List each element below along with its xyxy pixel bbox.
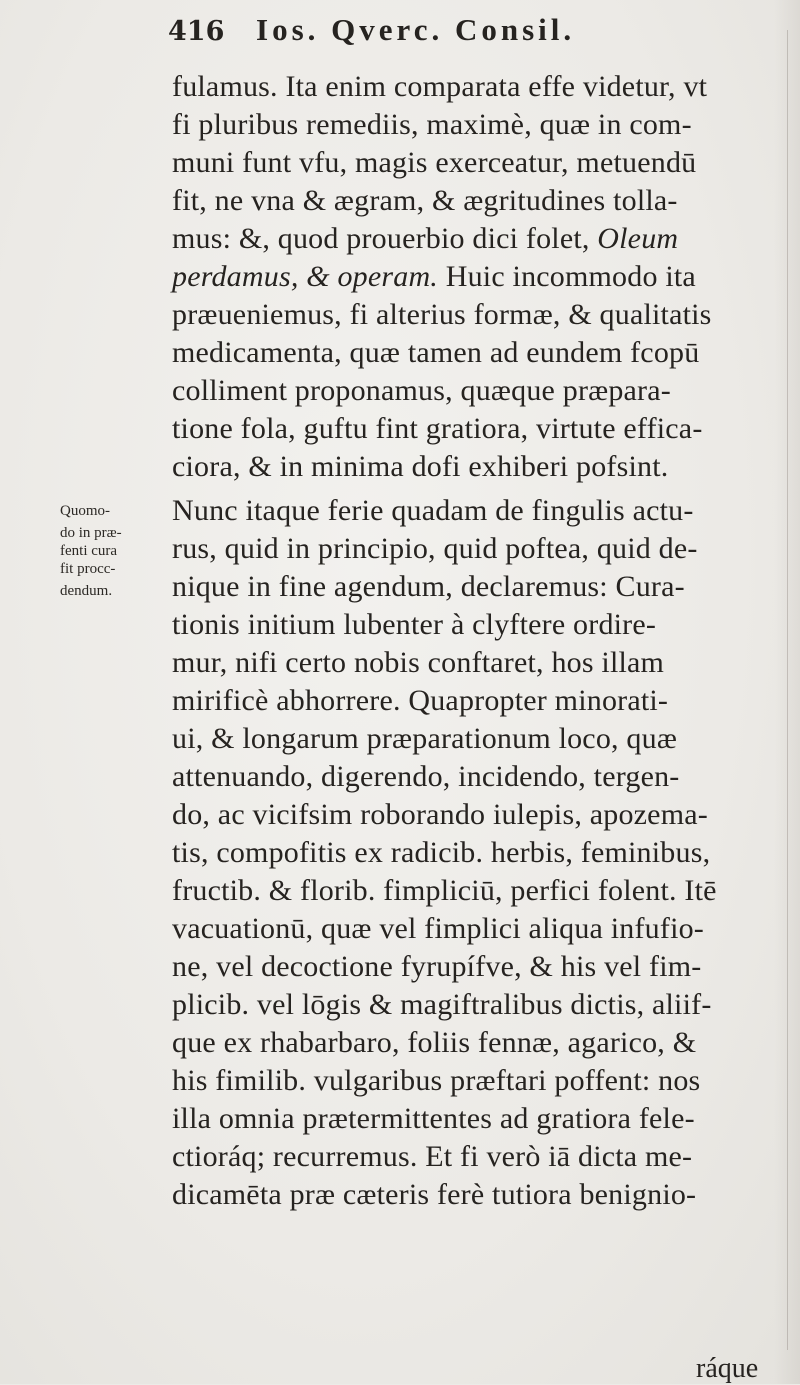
marginal-note-line: Quomo- — [60, 503, 110, 519]
text-line: fructib. & florib. fimpliciū, perfici folent. Itē — [172, 874, 717, 907]
text-line: do, ac vicifsim roborando iulepis, apozema- — [172, 798, 708, 831]
marginal-note-line: dendum. — [60, 583, 113, 599]
text-line: fulamus. Ita enim comparata effe videtur, vt — [172, 70, 708, 103]
text-line: plicib. vel lōgis & magiftralibus dictis, aliif- — [172, 988, 712, 1021]
text-line: Nunc itaque ferie quadam de fingulis actu- — [172, 494, 694, 527]
text-line: tionis initium lubenter à clyftere ordire- — [172, 608, 657, 641]
page-header — [168, 12, 728, 54]
text-line: fit, ne vna & ægram, & ægritudines tolla- — [172, 184, 678, 217]
running-head: Ios. Qverc. Consil. — [256, 12, 576, 47]
text-line: mur, nifi certo nobis conftaret, hos illam — [172, 646, 665, 679]
text-line: muni funt vfu, magis exerceatur, metuendū — [172, 146, 697, 179]
text-line: nique in fine agendum, declaremus: Cura- — [172, 570, 685, 603]
page-number: 416 — [168, 16, 225, 47]
text-line — [172, 260, 696, 294]
text-span: Huic incommodo ita — [438, 260, 696, 293]
text-line: fi pluribus remediis, maximè, quæ in com- — [172, 108, 692, 141]
text-line: ciora, & in minima dofi exhiberi pofsint. — [172, 450, 669, 483]
text-line: attenuando, digerendo, incidendo, tergen- — [172, 760, 680, 793]
gutter-line — [787, 30, 788, 1350]
text-line: tis, compofitis ex radicib. herbis, feminibus, — [172, 836, 711, 869]
italic-phrase: Oleum — [597, 222, 679, 255]
text-line — [172, 222, 678, 256]
marginal-note-line: do in præ- — [60, 525, 122, 541]
text-line: dicamēta præ cæteris ferè tutiora benignio- — [172, 1178, 697, 1211]
text-line: his fimilib. vulgaribus præftari poffent: nos — [172, 1064, 701, 1097]
marginal-note-line: fenti cura — [60, 543, 118, 559]
text-line: tione fola, guftu fint gratiora, virtute effica- — [172, 412, 703, 445]
text-line: illa omnia prætermittentes ad gratiora fele- — [172, 1102, 695, 1135]
text-line: rus, quid in principio, quid poftea, quid de- — [172, 532, 698, 565]
text-line: ne, vel decoctione fyrupífve, & his vel fim- — [172, 950, 702, 983]
text-line: que ex rhabarbaro, foliis fennæ, agarico, & — [172, 1026, 697, 1059]
text-line: præueniemus, fi alterius formæ, & qualitatis — [172, 298, 712, 331]
text-line: ctioráq; recurremus. Et fi verò iā dicta me- — [172, 1140, 693, 1173]
text-line: colliment proponamus, quæque præpara- — [172, 374, 671, 407]
text-line: mirificè abhorrere. Quapropter minorati- — [172, 684, 669, 717]
marginal-note-line: fit procc- — [60, 561, 116, 577]
text-span: mus: &, quod prouerbio dici folet, — [172, 222, 598, 255]
catchword: ráque — [696, 1353, 759, 1384]
text-line: ui, & longarum præparationum loco, quæ — [172, 722, 678, 755]
text-line: vacuationū, quæ vel fimplici aliqua infufio- — [172, 912, 704, 945]
text-line: medicamenta, quæ tamen ad eundem fcopū — [172, 336, 700, 369]
italic-phrase-continued: perdamus, & operam. — [172, 260, 439, 293]
